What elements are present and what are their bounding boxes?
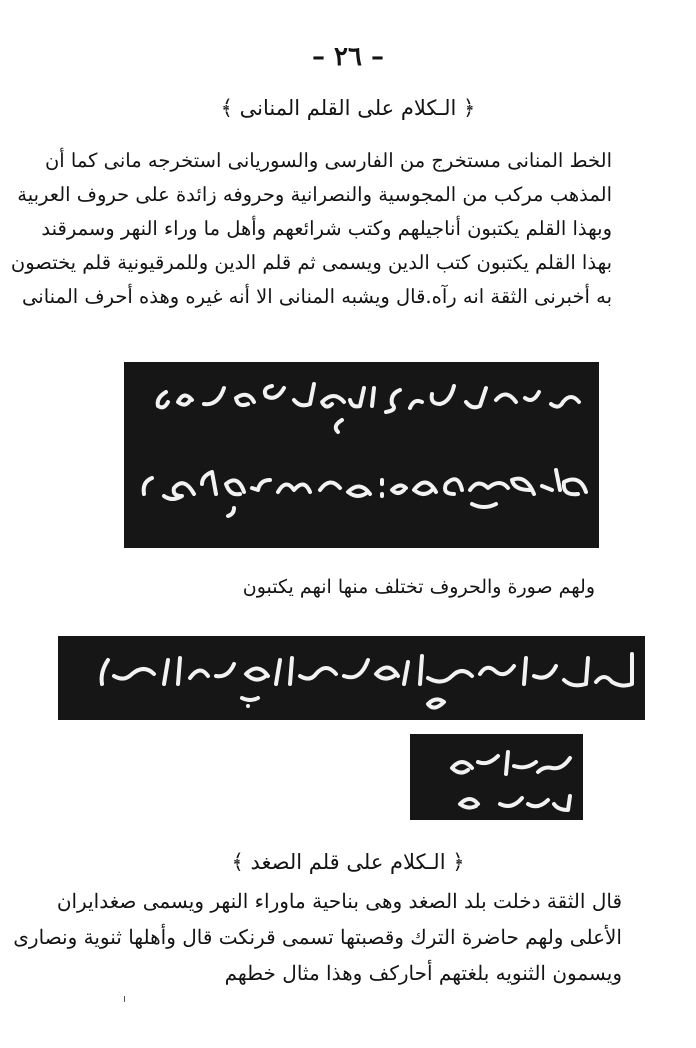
text-line: الأعلى ولهم حاضرة الترك وقصبتها تسمى قرنكت قال وأهلها ثنوية ونصارى	[13, 925, 622, 949]
letter-forms-glyphs-image	[58, 636, 645, 720]
margin-mark	[124, 996, 125, 1002]
text-line: وبهذا القلم يكتبون أناجيلهم وكتب شرائعهم وأهل ما وراء النهر وسمرقند	[41, 217, 612, 240]
text-line: قال الثقة دخلت بلد الصغد وهى بناحية ماوراء النهر ويسمى صغدايران	[56, 889, 622, 913]
paragraph-manichaean	[10, 148, 612, 310]
text-line: بهذا القلم يكتبون كتب الدين ويسمى ثم قلم الدين وللمرقيونية قلم يختصون	[10, 251, 612, 274]
text-line: به أخبرنى الثقة انه رآه.قال ويشبه المنانى الا أنه غيره وهذه أحرف المنانى	[22, 285, 612, 308]
letter-forms-plate	[58, 636, 645, 720]
section-heading-sogdian: ﴿ الـكلام على قلم الصغد ﴾	[231, 850, 465, 874]
paragraph-sogdian	[13, 886, 622, 988]
manichaean-script-plate	[124, 362, 599, 548]
letter-pairs-plate	[410, 734, 583, 820]
text-line: المذهب مركب من المجوسية والنصرانية وحروفه زائدة على حروف العربية	[17, 183, 612, 206]
section-heading-manichaean: ﴿ الـكلام على القلم المنانى ﴾	[220, 96, 476, 120]
text-line: ويسمون الثنويه بلغتهم أحاركف وهذا مثال خطهم	[224, 961, 622, 985]
letter-pairs-glyphs-image	[410, 734, 583, 820]
page-number: – ٢٦ –	[311, 42, 385, 72]
text-line: الخط المنانى مستخرج من الفارسى والسوريانى استخرجه مانى كما أن	[44, 149, 612, 172]
script-glyphs-image	[124, 362, 599, 548]
caption-forms: ولهم صورة والحروف تختلف منها انهم يكتبون	[242, 576, 595, 598]
